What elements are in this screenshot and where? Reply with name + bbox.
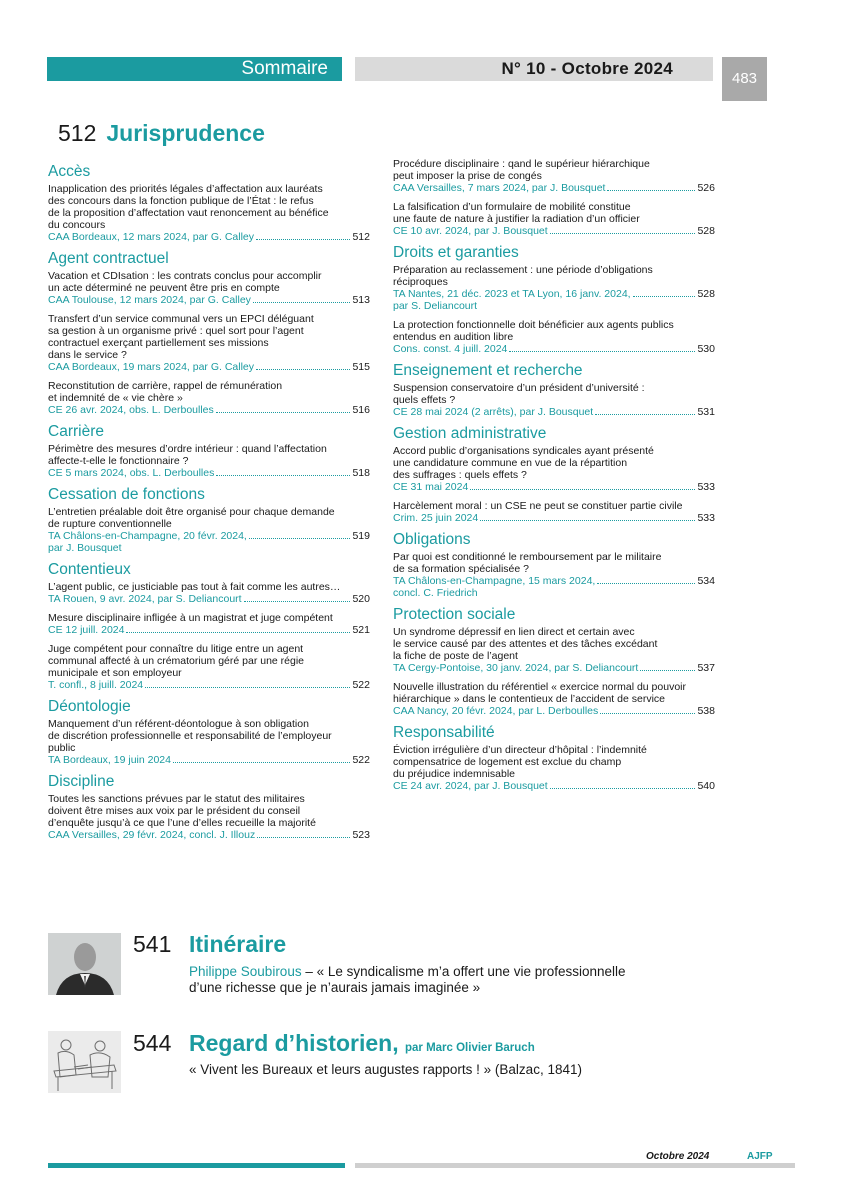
toc-entry[interactable] <box>393 626 715 674</box>
toc-entry[interactable] <box>393 500 715 524</box>
entry-page-number: 516 <box>352 404 370 416</box>
portrait-photo <box>48 933 121 995</box>
entry-title: Un syndrome dépressif en lien direct et certain avec le service causé par des attentes et des tâches excédant la fiche de poste de l’agent <box>393 626 658 662</box>
regard-title: Regard d’historien, <box>189 1030 399 1056</box>
entry-title: Par quoi est conditionné le remboursement par le militaire de sa formation spécialisée ? <box>393 551 662 575</box>
dot-leader <box>509 351 695 352</box>
category-heading: Accès <box>48 163 91 180</box>
toc-entry[interactable] <box>393 201 715 237</box>
toc-entry[interactable] <box>48 443 370 479</box>
entry-title: Nouvelle illustration du référentiel « exercice normal du pouvoir hiérarchique » dans le contentieux de l’accident de service <box>393 681 686 705</box>
entry-source: T. confl., 8 juill. 2024 <box>48 679 144 691</box>
historical-engraving <box>48 1031 121 1093</box>
toc-entry[interactable] <box>48 380 370 416</box>
dot-leader <box>256 369 350 370</box>
category-heading: Obligations <box>393 531 471 548</box>
category-heading: Droits et garanties <box>393 244 519 261</box>
entry-page-number: 521 <box>352 624 370 636</box>
entry-title: L’entretien préalable doit être organisé pour chaque demande de rupture conventionnelle <box>48 506 335 530</box>
toc-entry[interactable] <box>393 158 715 194</box>
category-heading: Carrière <box>48 423 104 440</box>
entry-title: Accord public d’organisations syndicales ayant présenté une candidature commune en vue de la répartition des suffrages : quels effets ? <box>393 445 654 481</box>
entry-title: Toutes les sanctions prévues par le statut des militaires doivent être mises aux voix par le président du conseil d’enquête jusqu’à ce que l’une d’elles recueille la majorité <box>48 793 316 829</box>
entry-reference <box>393 512 715 524</box>
entry-source: TA Cergy-Pontoise, 30 janv. 2024, par S. Deliancourt <box>393 662 639 674</box>
entry-reference <box>393 288 715 312</box>
dot-leader <box>249 538 351 539</box>
section-banner <box>47 57 342 81</box>
dot-leader <box>550 788 696 789</box>
entry-reference <box>48 754 370 766</box>
entry-reference <box>48 294 370 306</box>
entry-page-number: 520 <box>352 593 370 605</box>
main-heading-number: 512 <box>58 120 97 146</box>
entry-reference <box>393 575 715 599</box>
entry-source: CAA Bordeaux, 12 mars 2024, par G. Calley <box>48 231 255 243</box>
toc-entry[interactable] <box>393 319 715 355</box>
category-heading: Agent contractuel <box>48 250 169 267</box>
page-number: 483 <box>722 57 767 101</box>
itineraire-quote-line2: d’une richesse que je n’aurais jamais imaginée » <box>189 980 481 995</box>
entry-title: Procédure disciplinaire : qand le supérieur hiérarchique peut imposer la prise de congés <box>393 158 650 182</box>
entry-reference <box>393 343 715 355</box>
entry-source: CE 12 juill. 2024 <box>48 624 125 636</box>
entry-title: Suspension conservatoire d’un président d’université : quels effets ? <box>393 382 645 406</box>
toc-entry[interactable] <box>393 264 715 312</box>
entry-reference <box>48 624 370 636</box>
regard-heading[interactable] <box>189 1030 535 1057</box>
entry-page-number: 537 <box>697 662 715 674</box>
category-heading: Déontologie <box>48 698 131 715</box>
toc-entry[interactable] <box>48 506 370 554</box>
entry-reference <box>393 662 715 674</box>
dot-leader <box>145 687 350 688</box>
toc-entry[interactable] <box>48 612 370 636</box>
dot-leader <box>607 190 695 191</box>
dot-leader <box>216 412 351 413</box>
footer-bar-teal <box>48 1163 345 1168</box>
entry-page-number: 534 <box>697 575 715 587</box>
entry-source: TA Châlons-en-Champagne, 15 mars 2024, concl. C. Friedrich <box>393 575 596 599</box>
entry-source: CAA Versailles, 7 mars 2024, par J. Bousquet <box>393 182 606 194</box>
regard-author: par Marc Olivier Baruch <box>404 1042 535 1054</box>
entry-title: Périmètre des mesures d’ordre intérieur : quand l’affectation affecte-t-elle le fonctionnaire ? <box>48 443 327 467</box>
entry-source: CAA Toulouse, 12 mars 2024, par G. Calley <box>48 294 251 306</box>
dot-leader <box>216 475 350 476</box>
entry-page-number: 526 <box>697 182 715 194</box>
dot-leader <box>550 233 696 234</box>
itineraire-quote-line1 <box>189 964 626 980</box>
entry-source: CAA Nancy, 20 févr. 2024, par L. Derboulles <box>393 705 599 717</box>
entry-reference <box>48 530 370 554</box>
entry-page-number: 530 <box>697 343 715 355</box>
entry-page-number: 540 <box>697 780 715 792</box>
entry-page-number: 513 <box>352 294 370 306</box>
left-column <box>48 158 370 848</box>
entry-title: Reconstitution de carrière, rappel de rémunération et indemnité de « vie chère » <box>48 380 283 404</box>
entry-source: CAA Versailles, 29 févr. 2024, concl. J. Illouz <box>48 829 256 841</box>
entry-page-number: 518 <box>352 467 370 479</box>
entry-page-number: 519 <box>352 530 370 542</box>
entry-title: Préparation au reclassement : une période d’obligations réciproques <box>393 264 653 288</box>
category-heading: Cessation de fonctions <box>48 486 205 503</box>
entry-page-number: 538 <box>697 705 715 717</box>
itineraire-number: 541 <box>133 931 172 957</box>
entry-reference <box>393 406 715 418</box>
regard-number: 544 <box>133 1030 172 1056</box>
entry-page-number: 531 <box>697 406 715 418</box>
issue-banner <box>355 57 713 81</box>
entry-source: TA Châlons-en-Champagne, 20 févr. 2024, par J. Bousquet <box>48 530 247 554</box>
dot-leader <box>595 414 695 415</box>
entry-source: CAA Bordeaux, 19 mars 2024, par G. Calley <box>48 361 255 373</box>
footer-bar-grey <box>355 1163 795 1168</box>
footer-date: Octobre 2024 <box>646 1151 710 1162</box>
entry-page-number: 515 <box>352 361 370 373</box>
entry-source: CE 26 avr. 2024, obs. L. Derboulles <box>48 404 214 416</box>
toc-entry[interactable] <box>393 445 715 493</box>
entry-reference <box>48 593 370 605</box>
category-heading: Discipline <box>48 773 115 790</box>
toc-entry[interactable] <box>48 793 370 841</box>
toc-entry[interactable] <box>393 551 715 599</box>
dot-leader <box>633 296 696 297</box>
entry-title: L’agent public, ce justiciable pas tout à fait comme les autres… <box>48 581 341 593</box>
dot-leader <box>600 713 695 714</box>
toc-entry[interactable] <box>393 681 715 717</box>
entry-page-number: 533 <box>697 481 715 493</box>
category-heading: Enseignement et recherche <box>393 362 583 379</box>
section-title: Sommaire <box>241 58 328 79</box>
category-heading: Contentieux <box>48 561 131 578</box>
entry-title: Éviction irrégulière d’un directeur d’hôpital : l’indemnité compensatrice de logement est exclue du champ du préjudice indemnisable <box>393 744 647 780</box>
entry-reference <box>48 829 370 841</box>
entry-page-number: 528 <box>697 225 715 237</box>
itineraire-quote-start: – « Le syndicalisme m’a offert une vie professionnelle <box>301 964 626 979</box>
entry-title: La falsification d’un formulaire de mobilité constitue une faute de nature à justifier la radiation d’un officier <box>393 201 640 225</box>
entry-page-number: 533 <box>697 512 715 524</box>
entry-title: Transfert d’un service communal vers un EPCI déléguant sa gestion à un organisme privé : quel sort pour l’agent contractuel exerçant partiellement ses missions dans le service ? <box>48 313 314 361</box>
dot-leader <box>244 601 351 602</box>
toc-entry[interactable] <box>48 581 370 605</box>
entry-page-number: 522 <box>352 754 370 766</box>
entry-title: Vacation et CDIsation : les contrats conclus pour accomplir un acte déterminé ne peuvent être pris en compte <box>48 270 322 294</box>
entry-reference <box>48 679 370 691</box>
entry-source: CE 5 mars 2024, obs. L. Derboulles <box>48 467 215 479</box>
entry-page-number: 528 <box>697 288 715 300</box>
entry-title: Inapplication des priorités légales d’affectation aux lauréats des concours dans la fonction publique de l’État : le refus de la proposition d’affectation vaut renoncement au bénéfice du concours <box>48 183 329 231</box>
entry-page-number: 523 <box>352 829 370 841</box>
toc-entry[interactable] <box>48 643 370 691</box>
entry-source: CE 31 mai 2024 <box>393 481 469 493</box>
entry-reference <box>393 780 715 792</box>
entry-source: TA Nantes, 21 déc. 2023 et TA Lyon, 16 janv. 2024, par S. Deliancourt <box>393 288 631 312</box>
toc-entry[interactable] <box>48 270 370 306</box>
entry-reference <box>48 467 370 479</box>
toc-entry[interactable] <box>48 183 370 243</box>
right-column <box>393 158 715 799</box>
entry-title: Mesure disciplinaire infligée à un magistrat et juge compétent <box>48 612 333 624</box>
category-heading: Protection sociale <box>393 606 516 623</box>
category-heading: Responsabilité <box>393 724 495 741</box>
entry-reference <box>48 404 370 416</box>
entry-reference <box>48 361 370 373</box>
entry-title: Manquement d’un référent-déontologue à son obligation de discrétion professionnelle et responsabilité de l’employeur public <box>48 718 332 754</box>
entry-reference <box>393 225 715 237</box>
regard-quote: « Vivent les Bureaux et leurs augustes rapports ! » (Balzac, 1841) <box>189 1062 582 1077</box>
entry-title: La protection fonctionnelle doit bénéficier aux agents publics entendus en audition libre <box>393 319 674 343</box>
main-heading-title: Jurisprudence <box>106 120 265 146</box>
entry-title: Harcèlement moral : un CSE ne peut se constituer partie civile <box>393 500 683 512</box>
dot-leader <box>253 302 351 303</box>
toc-entry[interactable] <box>393 382 715 418</box>
main-heading[interactable] <box>58 120 265 147</box>
entry-reference <box>393 705 715 717</box>
dot-leader <box>480 520 695 521</box>
entry-source: CE 24 avr. 2024, par J. Bousquet <box>393 780 548 792</box>
entry-source: TA Bordeaux, 19 juin 2024 <box>48 754 171 766</box>
entry-reference <box>393 182 715 194</box>
entry-source: Crim. 25 juin 2024 <box>393 512 479 524</box>
itineraire-person[interactable]: Philippe Soubirous <box>189 964 302 979</box>
entry-page-number: 522 <box>352 679 370 691</box>
entry-source: CE 10 avr. 2024, par J. Bousquet <box>393 225 548 237</box>
dot-leader <box>470 489 695 490</box>
footer-magazine: AJFP <box>747 1151 773 1162</box>
itineraire-title[interactable]: Itinéraire <box>189 931 287 957</box>
entry-reference <box>393 481 715 493</box>
dot-leader <box>173 762 350 763</box>
toc-entry[interactable] <box>48 718 370 766</box>
issue-label: N° 10 - Octobre 2024 <box>501 59 673 78</box>
entry-source: TA Rouen, 9 avr. 2024, par S. Deliancourt <box>48 593 242 605</box>
dot-leader <box>597 583 695 584</box>
entry-page-number: 512 <box>352 231 370 243</box>
toc-entry[interactable] <box>393 744 715 792</box>
entry-title: Juge compétent pour connaître du litige entre un agent communal affecté à un crématorium géré par une régie municipale et son employeur <box>48 643 305 679</box>
dot-leader <box>256 239 350 240</box>
entry-source: Cons. const. 4 juill. 2024 <box>393 343 508 355</box>
dot-leader <box>640 670 695 671</box>
entry-reference <box>48 231 370 243</box>
dot-leader <box>257 837 350 838</box>
toc-entry[interactable] <box>48 313 370 373</box>
dot-leader <box>126 632 350 633</box>
entry-source: CE 28 mai 2024 (2 arrêts), par J. Bousquet <box>393 406 594 418</box>
category-heading: Gestion administrative <box>393 425 547 442</box>
